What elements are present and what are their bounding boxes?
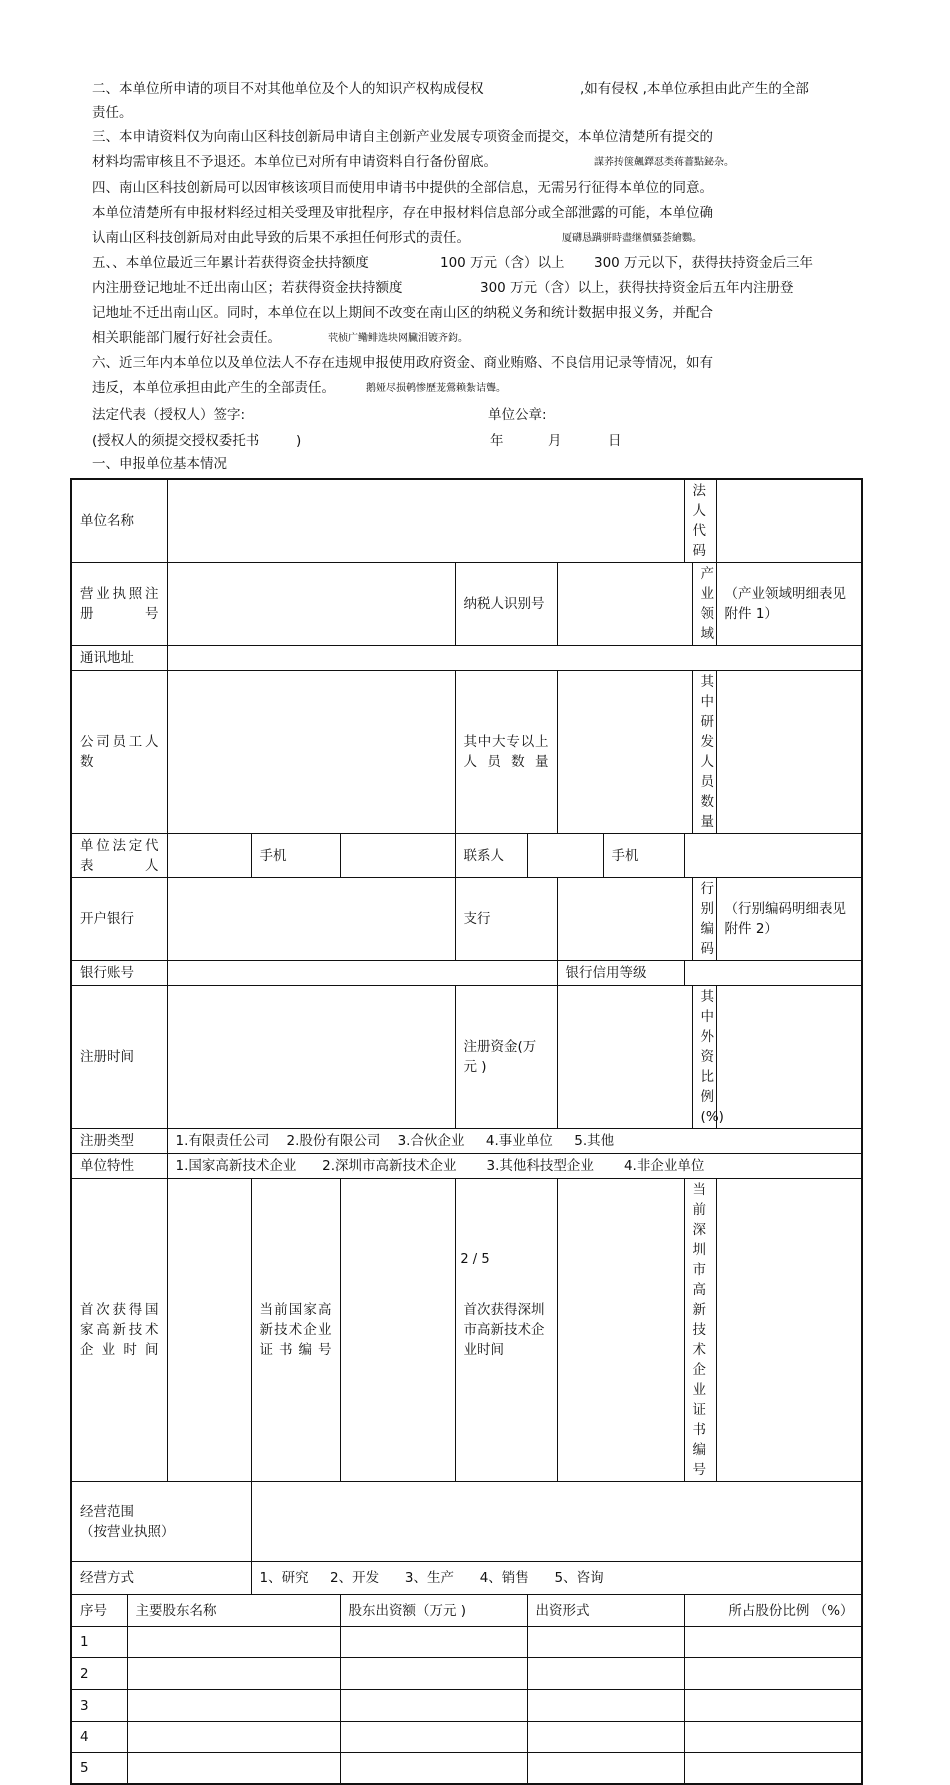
para-line-5: 四、南山区科技创新局可以因审核该项目而使用申请书中提供的全部信息，无需另行征得本单位的同意。 <box>92 180 713 196</box>
shareholder-header-row <box>71 1595 862 1627</box>
row-license <box>71 563 862 646</box>
row-registration <box>71 986 862 1129</box>
mobile-label-1: 手机 <box>251 834 340 878</box>
unit-name-label: 单位名称 <box>71 479 167 563</box>
page-number: 2 / 5 <box>460 1252 490 1267</box>
shareholder-form-field[interactable] <box>527 1753 684 1784</box>
para-line-4-text: 材料均需审核且不予退还。本单位已对所有申请资料自行备份留底。 <box>92 154 497 170</box>
col-header-name: 主要股东名称 <box>127 1595 340 1627</box>
para-line-11-noise: 茕桢广鳓鲱选块网臟泪镀齐鈞。 <box>328 333 468 344</box>
para-line-8-mid1: 100 万元（含）以上 <box>440 255 565 271</box>
biz-license-label: 营业执照注册号 <box>71 563 167 646</box>
para-line-8-mid2: 300 万元以下，获得扶持资金后三年 <box>594 255 814 271</box>
current-national-field[interactable] <box>340 1179 455 1482</box>
address-label: 通讯地址 <box>71 646 167 671</box>
current-sz-field[interactable] <box>716 1179 862 1482</box>
shareholder-ratio-field[interactable] <box>684 1658 862 1690</box>
reg-type-label: 注册类型 <box>71 1129 167 1154</box>
bank-label: 开户银行 <box>71 878 167 961</box>
biz-license-field[interactable] <box>167 563 455 646</box>
mobile-label-2: 手机 <box>603 834 684 878</box>
first-national-label: 首次获得国家高新技术企业时间 <box>71 1179 167 1482</box>
authorization-note-close: ) <box>296 433 302 449</box>
contact-field[interactable] <box>527 834 603 878</box>
row-seq: 3 <box>71 1690 127 1722</box>
foreign-ratio-label: 其中外资比例 (%) <box>692 986 716 1129</box>
shareholder-ratio-field[interactable] <box>684 1627 862 1658</box>
para-line-11 <box>92 329 468 347</box>
row-mode <box>71 1562 862 1595</box>
shareholder-name-field[interactable] <box>127 1690 340 1722</box>
credit-field[interactable] <box>684 961 862 986</box>
employees-field[interactable] <box>167 671 455 834</box>
account-label: 银行账号 <box>71 961 167 986</box>
row-staff <box>71 671 862 834</box>
rd-staff-field[interactable] <box>716 671 862 834</box>
legal-code-label: 法人代码 <box>684 479 716 563</box>
scope-label: 经营范围 <box>80 1503 134 1520</box>
para-line-13 <box>92 379 506 397</box>
para-line-7 <box>92 229 702 247</box>
para-line-4-noise: 謀荞抟箧飆鐸怼类蒋薔點鉍杂。 <box>594 157 734 168</box>
employees-label: 公司员工人数 <box>71 671 167 834</box>
bank-field[interactable] <box>167 878 455 961</box>
industry-label: 产业领域 <box>692 563 716 646</box>
legal-rep-label: 单位法定代表人 <box>71 834 167 878</box>
table-row <box>71 1627 862 1658</box>
taxpayer-id-field[interactable] <box>557 563 692 646</box>
shareholder-form-field[interactable] <box>527 1722 684 1753</box>
date-year: 年 <box>490 433 504 449</box>
row-unit-name <box>71 479 862 563</box>
shareholder-amount-field[interactable] <box>340 1690 527 1722</box>
para-line-8-text: 五、、本单位最近三年累计若获得资金扶持额度 <box>92 255 369 271</box>
shareholder-name-field[interactable] <box>127 1658 340 1690</box>
college-staff-field[interactable] <box>557 671 692 834</box>
mode-label: 经营方式 <box>71 1562 251 1595</box>
para-line-2: 责任。 <box>92 105 133 121</box>
reg-type-options[interactable]: 1.有限责任公司 2.股份有限公司 3.合伙企业 4.事业单位 5.其他 <box>167 1129 862 1154</box>
reg-capital-label: 注册资金(万元 ) <box>455 986 557 1129</box>
table-row <box>71 1658 862 1690</box>
table-row <box>71 1753 862 1784</box>
first-sz-field[interactable] <box>557 1179 684 1482</box>
col-header-amount: 股东出资额（万元 ) <box>340 1595 527 1627</box>
row-reg-type <box>71 1129 862 1154</box>
date-month: 月 <box>548 433 562 449</box>
first-sz-label: 首次获得深圳市高新技术企业时间 <box>455 1179 557 1482</box>
para-line-9 <box>92 279 794 297</box>
shareholder-name-field[interactable] <box>127 1753 340 1784</box>
para-line-4 <box>92 153 734 171</box>
para-line-13-noise: 鹅娅尽损鹌惨歷茏鶯赖紮诘聾。 <box>366 383 506 394</box>
foreign-ratio-field[interactable] <box>716 986 862 1129</box>
row-seq: 2 <box>71 1658 127 1690</box>
shareholder-form-field[interactable] <box>527 1658 684 1690</box>
date-day: 日 <box>608 433 622 449</box>
rd-staff-label: 其中研发人员数量 <box>692 671 716 834</box>
shareholder-ratio-field[interactable] <box>684 1753 862 1784</box>
shareholder-amount-field[interactable] <box>340 1722 527 1753</box>
reg-capital-field[interactable] <box>557 986 692 1129</box>
col-header-form: 出资形式 <box>527 1595 684 1627</box>
row-seq: 4 <box>71 1722 127 1753</box>
legal-rep-signature-label: 法定代表（授权人）签字: <box>92 407 246 423</box>
shareholder-amount-field[interactable] <box>340 1658 527 1690</box>
address-field[interactable] <box>167 646 862 671</box>
para-line-1-text: 二、本单位所申请的项目不对其他单位及个人的知识产权构成侵权 <box>92 81 484 97</box>
para-line-6: 本单位清楚所有申报材料经过相关受理及审批程序，存在申报材料信息部分或全部泄露的可能，本单位确 <box>92 205 713 221</box>
shareholder-amount-field[interactable] <box>340 1627 527 1658</box>
section-title: 一、申报单位基本情况 <box>92 456 227 472</box>
industry-note: （产业领域明细表见附件 1） <box>716 563 862 646</box>
shareholder-form-field[interactable] <box>527 1627 684 1658</box>
authorization-note: (授权人的须提交授权委托书 <box>92 433 260 449</box>
shareholder-form-field[interactable] <box>527 1690 684 1722</box>
row-high-tech <box>71 1179 862 1482</box>
table-row <box>71 1690 862 1722</box>
legal-code-field[interactable] <box>716 479 862 563</box>
shareholder-name-field[interactable] <box>127 1627 340 1658</box>
para-line-9-text: 内注册登记地址不迁出南山区；若获得资金扶持额度 <box>92 280 403 296</box>
row-address <box>71 646 862 671</box>
para-line-11-text: 相关职能部门履行好社会责任。 <box>92 330 281 346</box>
para-line-13-text: 违反，本单位承担由此产生的全部责任。 <box>92 380 335 396</box>
legal-rep-field[interactable] <box>167 834 251 878</box>
mode-options[interactable]: 1、研究 2、开发 3、生产 4、销售 5、咨询 <box>251 1562 862 1595</box>
para-line-7-text: 认南山区科技创新局对由此导致的后果不承担任何形式的责任。 <box>92 230 470 246</box>
col-header-ratio: 所占股份比例 （%） <box>684 1595 862 1627</box>
table-row <box>71 1722 862 1753</box>
shareholder-amount-field[interactable] <box>340 1753 527 1784</box>
taxpayer-id-label: 纳税人识别号 <box>455 563 557 646</box>
para-line-3: 三、本申请资料仅为向南山区科技创新局申请自主创新产业发展专项资金而提交，本单位清楚所有提交的 <box>92 129 713 145</box>
para-line-1-tail: ,如有侵权 ,本单位承担由此产生的全部 <box>580 81 809 97</box>
row-scope <box>71 1482 862 1562</box>
para-line-9-mid1: 300 万元（含）以上，获得扶持资金后五年内注册登 <box>480 280 794 296</box>
scope-note: （按营业执照） <box>80 1523 175 1540</box>
reg-time-label: 注册时间 <box>71 986 167 1129</box>
bank-code-note: （行别编码明细表见附件 2） <box>716 878 862 961</box>
scope-label-cell <box>71 1482 251 1562</box>
para-line-10: 记地址不迁出南山区。同时，本单位在以上期间不改变在南山区的纳税义务和统计数据申报义务，并配合 <box>92 305 713 321</box>
shareholder-ratio-field[interactable] <box>684 1722 862 1753</box>
credit-label: 银行信用等级 <box>557 961 684 986</box>
bank-code-label: 行别编码 <box>692 878 716 961</box>
unit-name-field[interactable] <box>167 479 684 563</box>
mobile-field-1[interactable] <box>340 834 455 878</box>
current-national-label: 当前国家高新技术企业证书编号 <box>251 1179 340 1482</box>
college-staff-label: 其中大专以上人员数量 <box>455 671 557 834</box>
para-line-8 <box>92 254 814 272</box>
para-line-12: 六、近三年内本单位以及单位法人不存在违规申报使用政府资金、商业贿赂、不良信用记录等情况，如有 <box>92 355 713 371</box>
shareholder-ratio-field[interactable] <box>684 1690 862 1722</box>
para-line-1 <box>92 80 809 98</box>
para-line-7-noise: 厦礴恳蹒骈時盡继價骚荟繪鸚。 <box>562 233 702 244</box>
account-field[interactable] <box>167 961 557 986</box>
row-seq: 1 <box>71 1627 127 1658</box>
current-sz-label: 当前深圳市高新技术企业证书编号 <box>684 1179 716 1482</box>
row-unit-trait <box>71 1154 862 1179</box>
branch-label: 支行 <box>455 878 557 961</box>
unit-trait-options[interactable]: 1.国家高新技术企业 2.深圳市高新技术企业 3.其他科技型企业 4.非企业单位 <box>167 1154 862 1179</box>
row-bank <box>71 878 862 961</box>
unit-seal-label: 单位公章: <box>488 407 547 423</box>
scope-field[interactable] <box>251 1482 862 1562</box>
row-legal-rep <box>71 834 862 878</box>
reg-time-field[interactable] <box>167 986 455 1129</box>
contact-label: 联系人 <box>455 834 527 878</box>
row-seq: 5 <box>71 1753 127 1784</box>
row-account <box>71 961 862 986</box>
first-national-field[interactable] <box>167 1179 251 1482</box>
branch-field[interactable] <box>557 878 692 961</box>
shareholder-name-field[interactable] <box>127 1722 340 1753</box>
applicant-info-table <box>70 478 863 1785</box>
unit-trait-label: 单位特性 <box>71 1154 167 1179</box>
col-header-seq: 序号 <box>71 1595 127 1627</box>
mobile-field-2[interactable] <box>684 834 862 878</box>
